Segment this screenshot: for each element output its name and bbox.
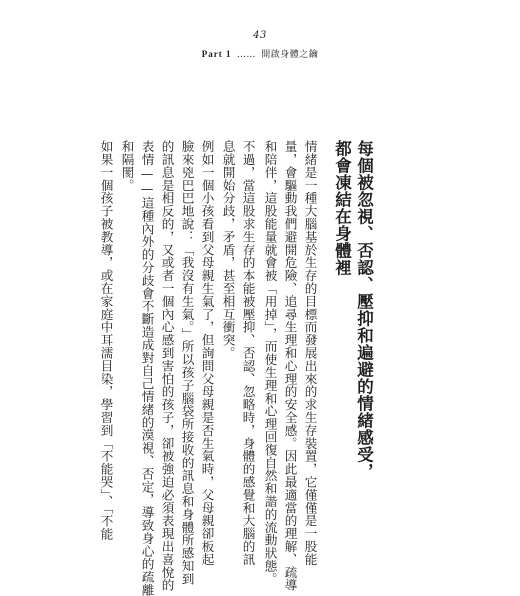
paragraph-line: 不過，當這股求生存的本能被壓抑、否認、忽略時，身體的感覺和大腦的訊 <box>240 140 256 566</box>
paragraph-line: 息就開始分歧，矛盾，甚至相互衝突。 <box>220 140 236 360</box>
page-number: 43 <box>253 30 267 41</box>
running-header <box>0 47 520 60</box>
paragraph-line: 量，會驅動我們避開危險、追尋生理和心理的安全感。因此最適當的理解、疏導 <box>282 140 298 592</box>
paragraph-line: 表情——這種內外的分歧會不斷造成對自己情緒的漠視、否定，導致身心的疏離 <box>139 140 155 596</box>
header-separator: …… <box>236 50 256 60</box>
section-heading-line-2: 都會凍結在身體裡 <box>332 140 352 276</box>
chapter-title: 開啟身體之鑰 <box>261 50 319 60</box>
section-heading-line-1: 每個被忽視、否認、壓抑和遍避的情緒感受， <box>354 140 374 480</box>
paragraph-line: 例如一個小孩看到父母親生氣了，但詢問父母親是否生氣時，父母親卻板起 <box>199 140 215 566</box>
part-label: Part 1 <box>201 49 232 59</box>
paragraph-line: 如果一個孩子被教導，或在家庭中耳濡目染，學習到「不能哭」、「不能 <box>98 140 114 541</box>
paragraph-line: 情緒是一種大腦基於生存的目標而發展出來的求生存裝置，它僅僅是一股能 <box>302 140 318 566</box>
paragraph-line: 臉來兇巴巴地說：「我沒有生氣。」所以孩子腦袋所接收的訊息和身體所感知到 <box>179 140 195 586</box>
paragraph-line: 和陪伴，這股能量就會被「用掉」，而使生理和心理回復自然和諧的流動狀態。 <box>262 140 278 586</box>
paragraph-line: 和隔閡。 <box>119 140 135 192</box>
paragraph-line: 的訊息是相反的，又或者一個內心感到害怕的孩子，卻被強迫必須表現出喜悅的 <box>159 140 175 592</box>
